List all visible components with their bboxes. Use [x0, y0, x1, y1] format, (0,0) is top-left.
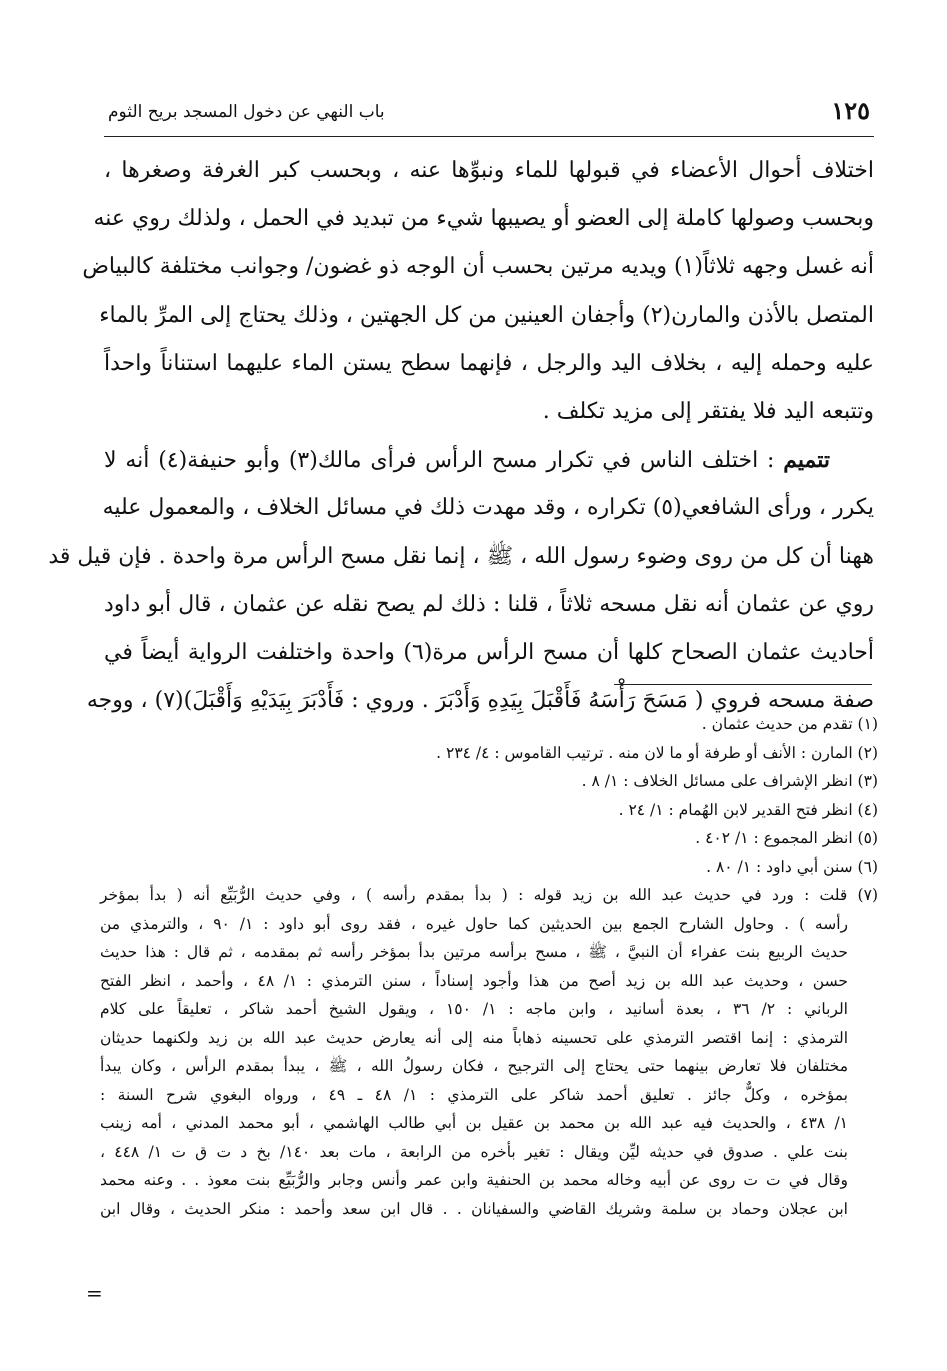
- footnote-continuation: الترمذي : إنما اقتصر الترمذي على تحسينه ذهاباً منه إلى أنه يعارض حديث عبد الله بن زيد ولكنهما حديثان: [100, 1028, 848, 1047]
- text-line: المتصل بالأذن والمارن(٢) وأجفان العينين من كل الجهتين ، وذلك يحتاج إلى المرِّ بالماء: [99, 302, 874, 328]
- footnote: (٤) انظر فتح القدير لابن الهُمام : ١/ ٢٤ .: [618, 800, 878, 819]
- page-header: [104, 92, 874, 132]
- footnote-continuation: حديث الربيع بنت عفراء أن النبيَّ ، ﷺ ، مسح برأسه مرتين بدأ بمؤخر رأسه ثم بمقدمه ، ثم قال : هذا حديث: [100, 943, 848, 961]
- footnote: (٢) المارن : الأنف أو طرفة أو ما لان منه . ترتيب القاموس : ٤/ ٢٣٤ .: [436, 743, 878, 762]
- footnote-continuation: ابن عجلان وحماد بن سلمة وشريك القاضي والسفيانان . . قال ابن سعد وأحمد : منكر الحديث ، وقال ابن: [100, 1199, 848, 1218]
- text-line: يكرر ، ورأى الشافعي(٥) تكراره ، وقد مهدت ذلك في مسائل الخلاف ، والمعمول عليه: [102, 495, 874, 521]
- text-line: اختلاف أحوال الأعضاء في قبولها للماء ونبوِّها عنه ، وبحسب كبر الغرفة وصغرها ،: [104, 158, 874, 183]
- footnote-continuation: الرباني : ٢/ ٣٦ ، بعدة أسانيد ، وابن ماجه : ١/ ١٥٠ ، ويقول الشيخ أحمد شاكر ، تعليقاً على كلام: [100, 1000, 848, 1018]
- text-line: روي عن عثمان أنه نقل مسحه ثلاثاً ، قلنا : ذلك لم يصح نقله عن عثمان ، قال أبو داود: [104, 591, 874, 617]
- page-number: ١٢٥: [831, 96, 870, 125]
- paragraph-opening-text: : اختلف الناس في تكرار مسح الرأس فرأى مالك(٣) وأبو حنيفة(٤) أنه لا: [104, 448, 784, 474]
- footnotes: [100, 710, 878, 1223]
- text-line: أنه غسل وجهه ثلاثاً(١) ويديه مرتين بحسب أن الوجه ذو غضون/ وجوانب مختلفة كالبياض: [82, 254, 874, 280]
- header-rule: [104, 136, 874, 137]
- continuation-mark: =: [86, 1281, 103, 1305]
- text-line: أحاديث عثمان الصحاح كلها أن مسح الرأس مرة(٦) واحدة واختلفت الرواية أيضاً في: [104, 639, 874, 665]
- text-line: ههنا أن كل من روى وضوء رسول الله ، ﷺ ، إنما نقل مسح الرأس مرة واحدة . فإن قيل قد: [48, 543, 874, 569]
- footnote-separator: [614, 684, 872, 685]
- footnote-continuation: مختلفان فلا تعارض بينهما حتى يحتاج إلى الترجيح ، فكان رسولُ الله ، ﷺ ، يبدأ بمقدم الرأس ، وكان يبدأ: [100, 1057, 848, 1075]
- footnote-continuation: ١/ ٤٣٨ ، والحديث فيه عبد الله بن محمد بن عقيل بن أبي طالب الهاشمي ، أبو محمد المدني ، أمه زينب: [100, 1114, 848, 1132]
- main-text: [48, 147, 874, 725]
- footnote: (٦) سنن أبي داود : ١/ ٨٠ .: [706, 857, 878, 876]
- footnote: (٧) قلت : ورد في حديث عبد الله بن زيد قوله : ( بدأ بمقدم رأسه ) ، وفي حديث الرُّبَيِّع أنه ( بدأ بمؤخر: [100, 886, 878, 904]
- footnote-continuation: بنت علي . صدوق في حديثه ليِّن ويقال : تغير بأخره من الرابعة ، مات بعد ١٤٠/ بخ د ت ق ت ١/ ٤٤٨ ،: [100, 1142, 848, 1161]
- text-line: وبحسب وصولها كاملة إلى العضو أو يصيبها شيء من تبديد في الحمل ، ولذلك روي عنه: [93, 206, 874, 232]
- footnote-continuation: حسن ، وحديث عبد الله بن زيد أصح من هذا وأجود إسناداً ، سنن الترمذي : ١/ ٤٨ ، وأحمد ، انظر الفتح: [100, 971, 848, 990]
- text-line: صفة مسحه فروي ( مَسَحَ رَأْسَهُ فَأَقْبَلَ بِيَدِهِ وَأَدْبَرَ . وروي : فَأَدْبَرَ بِيَدَيْهِ وَأَقْبَلَ)(٧) ، ووجه: [86, 688, 874, 714]
- running-title: باب النهي عن دخول المسجد بريح الثوم: [108, 102, 385, 122]
- footnote-continuation: رأسه ) . وحاول الشارح الجمع بين الحديثين كما حاول غيره ، فقد روى أبو داود : ١/ ٩٠ ، والترمذي من: [100, 914, 849, 933]
- paragraph-opening-line: [104, 436, 874, 484]
- footnote: (١) تقدم من حديث عثمان .: [701, 715, 878, 733]
- text-line: وتتبعه اليد فلا يفتقر إلى مزيد تكلف .: [542, 398, 874, 424]
- footnote: (٣) انظر الإشراف على مسائل الخلاف : ١/ ٨ .: [581, 772, 878, 790]
- footnote-continuation: وقال في ت ت روى عن أبيه وخاله محمد بن الحنفية وابن عمر وأنس وجابر والرُّبَيِّع بنت معوذ . . وعنه محمد: [100, 1171, 848, 1189]
- text-line: عليه وحمله إليه ، بخلاف اليد والرجل ، فإنهما سطح يستن الماء عليهما استناناً واحداً: [104, 350, 874, 376]
- paragraph-heading: تتميم: [783, 447, 830, 474]
- footnote: (٥) انظر المجموع : ١/ ٤٠٢ .: [695, 829, 878, 847]
- footnote-continuation: بمؤخره ، وكلٌّ جائز . تعليق أحمد شاكر على الترمذي : ١/ ٤٨ ـ ٤٩ ، ورواه البغوي شرح السنة :: [100, 1085, 848, 1104]
